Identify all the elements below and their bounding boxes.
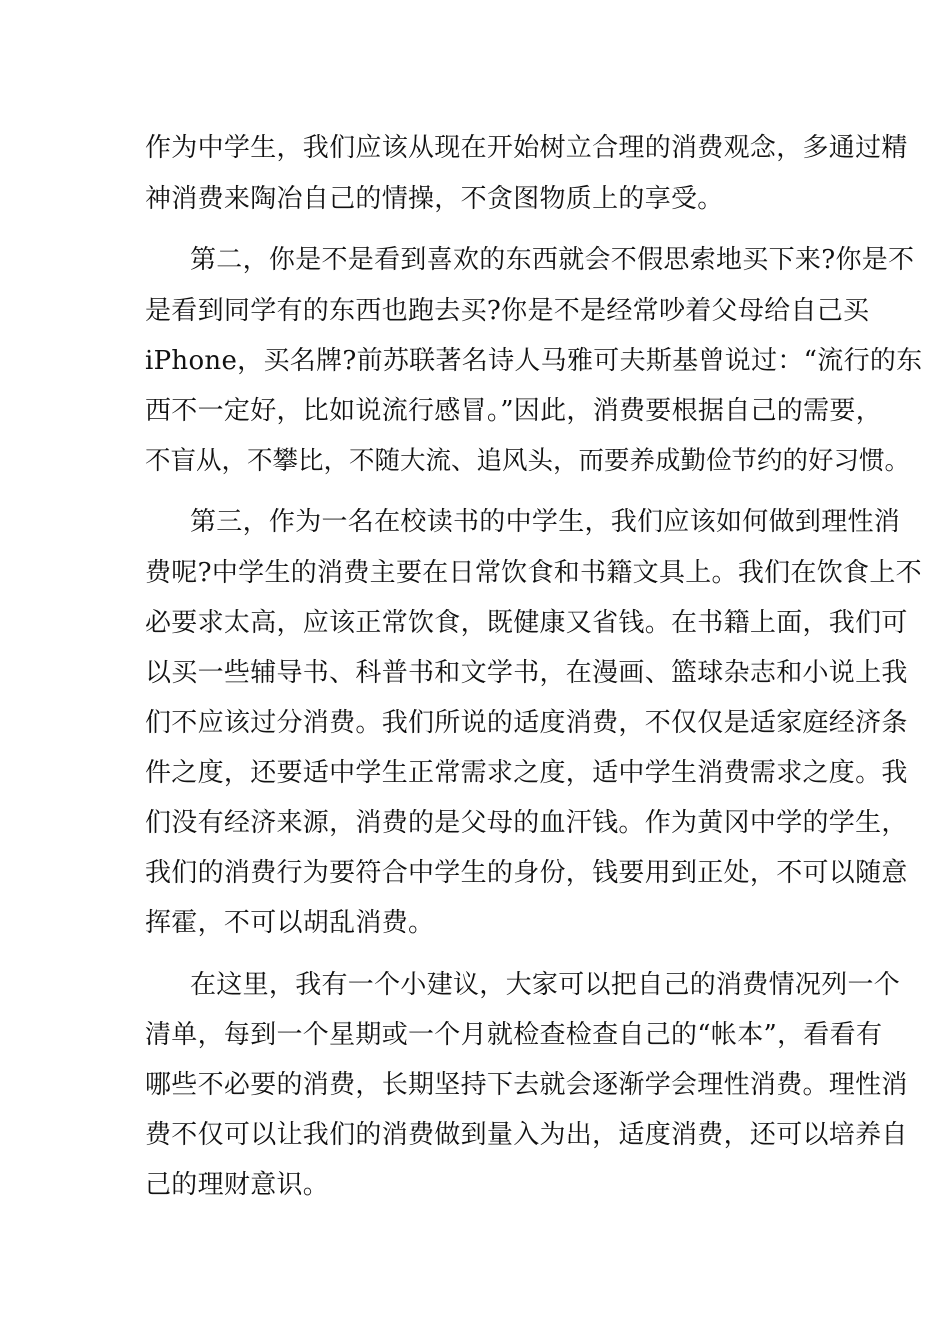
text-line: 件之度，还要适中学生正常需求之度，适中学生消费需求之度。我 (145, 758, 908, 788)
text-line: 不盲从，不攀比，不随大流、追风头，而要养成勤俭节约的好习惯。 (145, 446, 911, 476)
text-line: 们不应该过分消费。我们所说的适度消费，不仅仅是适家庭经济条 (145, 708, 908, 738)
text-line: 清单，每到一个星期或一个月就检查检查自己的“帐本”，看看有 (145, 1020, 883, 1050)
text-line: 费呢?中学生的消费主要在日常饮食和书籍文具上。我们在饮食上不 (145, 558, 922, 588)
text-line: 们没有经济来源，消费的是父母的血汗钱。作为黄冈中学的学生， (145, 808, 908, 838)
text-line: 作为中学生，我们应该从现在开始树立合理的消费观念，多通过精 (145, 133, 908, 163)
text-line: 神消费来陶冶自己的情操，不贪图物质上的享受。 (145, 184, 724, 214)
text-line: 我们的消费行为要符合中学生的身份，钱要用到正处，不可以随意 (145, 858, 908, 888)
text-line: 哪些不必要的消费，长期坚持下去就会逐渐学会理性消费。理性消 (145, 1070, 908, 1100)
text-line: 第三，作为一名在校读书的中学生，我们应该如何做到理性消 (190, 507, 901, 537)
text-line: 费不仅可以让我们的消费做到量入为出，适度消费，还可以培养自 (145, 1120, 908, 1150)
text-line: 挥霍，不可以胡乱消费。 (145, 908, 435, 938)
text-line: 西不一定好，比如说流行感冒。”因此，消费要根据自己的需要， (145, 396, 882, 426)
text-line: 必要求太高，应该正常饮食，既健康又省钱。在书籍上面，我们可 (145, 608, 908, 638)
text-line: iPhone，买名牌?前苏联著名诗人马雅可夫斯基曾说过：“流行的东 (145, 346, 923, 376)
text-line: 以买一些辅导书、科普书和文学书，在漫画、篮球杂志和小说上我 (145, 658, 908, 688)
text-line: 第二，你是不是看到喜欢的东西就会不假思索地买下来?你是不 (190, 245, 915, 275)
text-line: 是看到同学有的东西也跑去买?你是不是经常吵着父母给自己买 (145, 296, 870, 326)
text-line: 在这里，我有一个小建议，大家可以把自己的消费情况列一个 (190, 970, 901, 1000)
text-line: 己的理财意识。 (145, 1170, 330, 1200)
